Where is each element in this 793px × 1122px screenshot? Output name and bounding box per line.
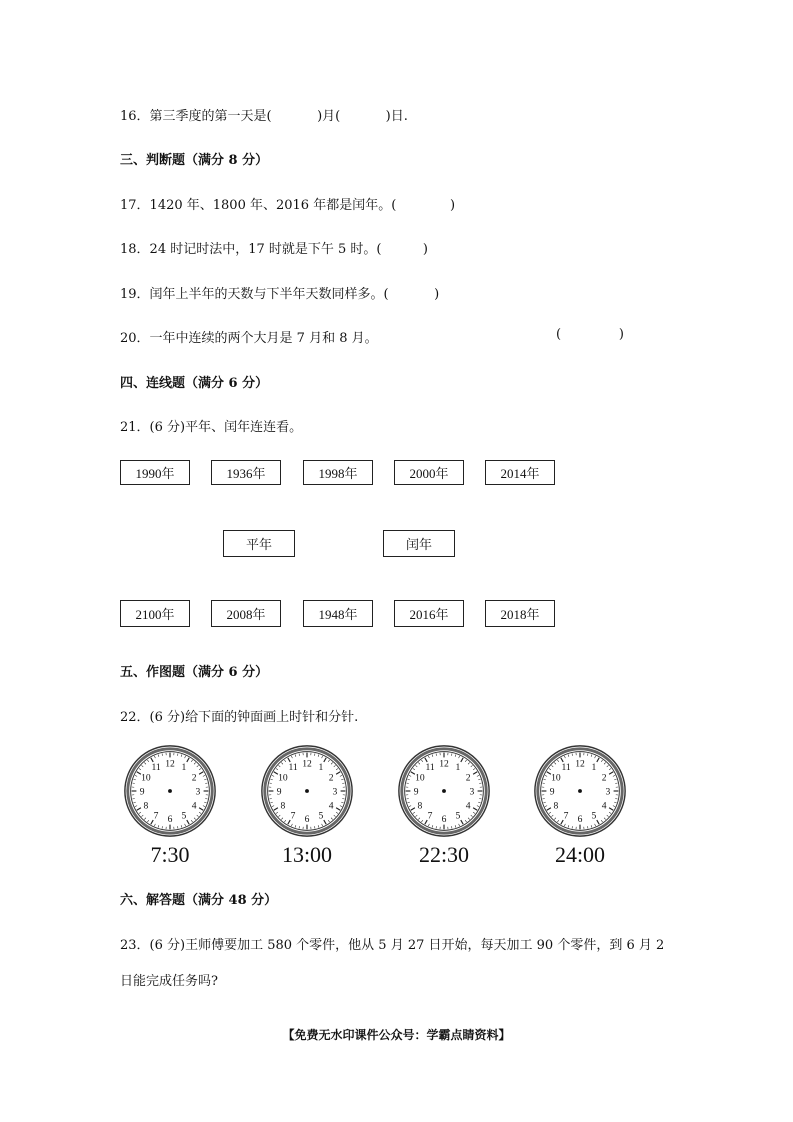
year-box[interactable]: 1948年 xyxy=(303,600,373,627)
clock-number: 4 xyxy=(465,800,471,812)
year-box[interactable]: 2000年 xyxy=(394,460,464,485)
clock-time-label: 13:00 xyxy=(281,842,333,867)
section-3-heading: 三、判断题（满分 8 分） xyxy=(120,153,269,168)
clock-number: 9 xyxy=(549,786,555,798)
clock-time-label: 22:30 xyxy=(418,842,470,867)
clock-number: 5 xyxy=(181,810,187,822)
question-23-line-2: 日能完成任务吗? xyxy=(120,974,218,989)
clock-number: 1 xyxy=(591,762,597,774)
section-4-heading: 四、连线题（满分 6 分） xyxy=(120,376,269,391)
clock-number: 9 xyxy=(276,786,282,798)
clock-number: 12 xyxy=(439,758,449,770)
common-year-box[interactable]: 平年 xyxy=(223,530,295,557)
clock-number: 4 xyxy=(601,800,607,812)
question-19: 19．闰年上半年的天数与下半年天数同样多。( ) xyxy=(120,287,440,302)
clock-number: 12 xyxy=(165,758,175,770)
clock-time-label: 7:30 xyxy=(150,842,190,867)
year-box[interactable]: 2014年 xyxy=(485,460,555,485)
clock-number: 11 xyxy=(561,762,571,774)
question-20-answer-blank: ( ) xyxy=(556,327,624,342)
clock-number: 12 xyxy=(302,758,312,770)
clock-face-icon[interactable] xyxy=(122,743,218,839)
clock-number: 2 xyxy=(465,772,471,784)
clock-center-dot xyxy=(578,789,582,793)
year-box[interactable]: 2100年 xyxy=(120,600,190,627)
clock-number: 10 xyxy=(278,772,288,784)
clock-number: 10 xyxy=(141,772,151,784)
clock-center-dot xyxy=(305,789,309,793)
clock-number: 1 xyxy=(455,762,461,774)
clock-number: 10 xyxy=(551,772,561,784)
year-box[interactable]: 2008年 xyxy=(211,600,281,627)
leap-year-box[interactable]: 闰年 xyxy=(383,530,455,557)
clock-number: 8 xyxy=(417,800,423,812)
clock-time-label: 24:00 xyxy=(554,842,606,867)
clock-number: 7 xyxy=(290,810,296,822)
question-23-line-1: 23．(6 分)王师傅要加工 580 个零件，他从 5 月 27 日开始，每天加工 90 个零件，到 6 月 2 xyxy=(120,938,665,953)
clock-number: 8 xyxy=(143,800,149,812)
year-box[interactable]: 1936年 xyxy=(211,460,281,485)
clock-number: 6 xyxy=(167,814,173,826)
year-box[interactable]: 1998年 xyxy=(303,460,373,485)
clock-number: 1 xyxy=(181,762,187,774)
clock-number: 3 xyxy=(469,786,475,798)
question-22: 22．(6 分)给下面的钟面画上时针和分针. xyxy=(120,710,359,725)
clock-number: 3 xyxy=(195,786,201,798)
section-5-heading: 五、作图题（满分 6 分） xyxy=(120,665,269,680)
clock-number: 7 xyxy=(153,810,159,822)
clock-number: 6 xyxy=(577,814,583,826)
year-box[interactable]: 2018年 xyxy=(485,600,555,627)
section-6-heading: 六、解答题（满分 48 分） xyxy=(120,893,278,908)
clock-number: 9 xyxy=(413,786,419,798)
year-box[interactable]: 1990年 xyxy=(120,460,190,485)
question-20: 20．一年中连续的两个大月是 7 月和 8 月。 xyxy=(120,331,378,346)
question-18: 18．24 时记时法中，17 时就是下午 5 时。( ) xyxy=(120,242,428,257)
clock-face-icon[interactable] xyxy=(532,743,628,839)
clock-face-icon[interactable] xyxy=(396,743,492,839)
footer-note: 【免费无水印课件公众号：学霸点睛资料】 xyxy=(282,1028,511,1042)
question-16: 16．第三季度的第一天是( )月( )日. xyxy=(120,109,408,124)
clock-number: 8 xyxy=(280,800,286,812)
clock-number: 11 xyxy=(288,762,298,774)
clock-number: 12 xyxy=(575,758,585,770)
question-17: 17．1420 年、1800 年、2016 年都是闰年。( ) xyxy=(120,198,456,213)
clock-number: 3 xyxy=(332,786,338,798)
clock-number: 2 xyxy=(328,772,334,784)
clock-number: 5 xyxy=(455,810,461,822)
clock-number: 1 xyxy=(318,762,324,774)
clock-number: 10 xyxy=(415,772,425,784)
clock-number: 11 xyxy=(151,762,161,774)
clock-center-dot xyxy=(442,789,446,793)
clock-number: 7 xyxy=(563,810,569,822)
clock-center-dot xyxy=(168,789,172,793)
clock-number: 11 xyxy=(425,762,435,774)
clock-face-icon[interactable] xyxy=(259,743,355,839)
clock-number: 6 xyxy=(441,814,447,826)
clock-number: 2 xyxy=(191,772,197,784)
clock-number: 3 xyxy=(605,786,611,798)
clock-number: 7 xyxy=(427,810,433,822)
year-box[interactable]: 2016年 xyxy=(394,600,464,627)
clock-number: 2 xyxy=(601,772,607,784)
clock-number: 9 xyxy=(139,786,145,798)
clock-number: 5 xyxy=(591,810,597,822)
clock-number: 6 xyxy=(304,814,310,826)
question-21: 21．(6 分)平年、闰年连连看。 xyxy=(120,420,303,435)
clock-number: 5 xyxy=(318,810,324,822)
clock-number: 4 xyxy=(191,800,197,812)
clock-number: 8 xyxy=(553,800,559,812)
clock-number: 4 xyxy=(328,800,334,812)
